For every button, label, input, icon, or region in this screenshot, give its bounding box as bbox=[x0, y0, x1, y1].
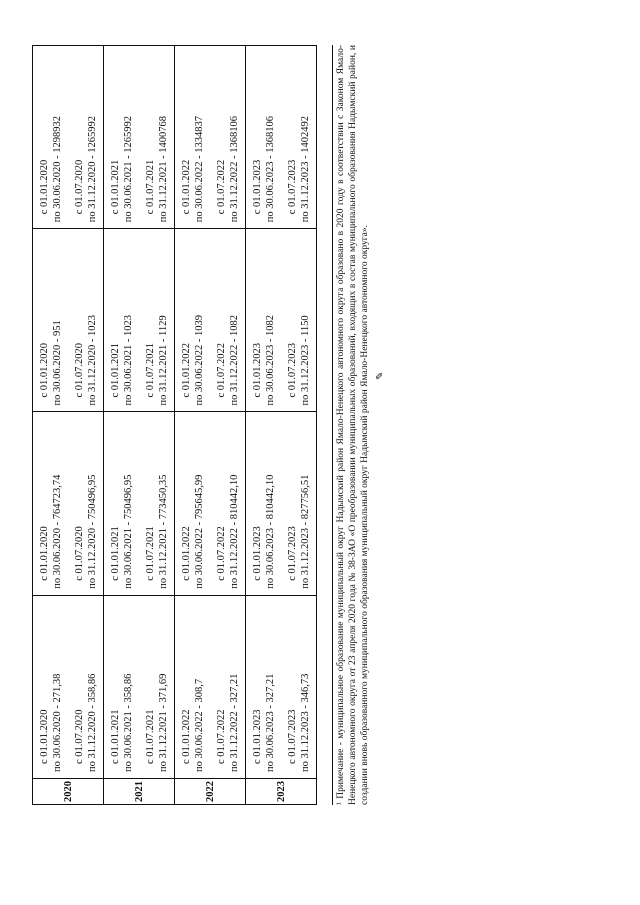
period-end-value: по 30.06.2022 - 1039 bbox=[193, 315, 205, 406]
period-entry bbox=[180, 419, 206, 589]
period-end-value: по 30.06.2021 - 1265992 bbox=[122, 116, 134, 223]
period-entry bbox=[144, 602, 170, 772]
period-end-value: по 31.12.2022 - 327,21 bbox=[228, 673, 240, 772]
tariff-cell bbox=[246, 412, 317, 595]
period-end-value: по 30.06.2020 - 951 bbox=[51, 320, 63, 406]
tariff-cell bbox=[246, 229, 317, 412]
period-start: с 01.01.2023 bbox=[251, 709, 263, 764]
period-entry bbox=[251, 52, 277, 222]
period-start: с 01.07.2023 bbox=[286, 159, 298, 215]
period-end-value: по 31.12.2022 - 1082 bbox=[228, 315, 240, 406]
period-start: с 01.07.2023 bbox=[286, 526, 298, 581]
period-start: с 01.07.2020 bbox=[73, 342, 85, 398]
period-start: с 01.01.2022 bbox=[180, 526, 192, 581]
tariff-table-body bbox=[33, 46, 317, 805]
tariff-cell bbox=[104, 229, 175, 412]
table-row bbox=[104, 46, 175, 805]
tariff-cell bbox=[246, 46, 317, 229]
period-start: с 01.07.2021 bbox=[144, 709, 156, 764]
period-start: с 01.07.2021 bbox=[144, 159, 156, 215]
period-end-value: по 30.06.2021 - 358,86 bbox=[122, 673, 134, 772]
period-entry bbox=[286, 52, 312, 222]
period-end-value: по 30.06.2022 - 795645,99 bbox=[193, 474, 205, 589]
period-entry bbox=[215, 235, 241, 405]
table-row bbox=[246, 46, 317, 805]
period-entry bbox=[144, 235, 170, 405]
period-start: с 01.01.2022 bbox=[180, 159, 192, 215]
period-start: с 01.01.2022 bbox=[180, 709, 192, 764]
period-end-value: по 31.12.2021 - 773450,35 bbox=[157, 474, 169, 589]
period-entry bbox=[38, 235, 64, 405]
period-entry bbox=[109, 52, 135, 222]
period-end-value: по 31.12.2020 - 1265992 bbox=[86, 116, 98, 223]
tariff-cell bbox=[246, 595, 317, 778]
period-start: с 01.01.2023 bbox=[251, 342, 263, 398]
period-entry bbox=[109, 235, 135, 405]
tariff-cell bbox=[175, 46, 246, 229]
period-end-value: по 31.12.2020 - 1023 bbox=[86, 315, 98, 406]
period-start: с 01.01.2020 bbox=[38, 526, 50, 581]
period-start: с 01.07.2021 bbox=[144, 526, 156, 581]
period-entry bbox=[286, 235, 312, 405]
period-end-value: по 30.06.2023 - 1368106 bbox=[264, 116, 276, 223]
period-end-value: по 31.12.2022 - 1368106 bbox=[228, 116, 240, 223]
tariff-cell bbox=[175, 229, 246, 412]
tariff-table bbox=[32, 45, 317, 805]
period-start: с 01.01.2021 bbox=[109, 709, 121, 764]
period-entry bbox=[215, 52, 241, 222]
tariff-cell bbox=[175, 595, 246, 778]
period-entry bbox=[73, 419, 99, 589]
rotated-page bbox=[20, 20, 400, 820]
period-start: с 01.01.2021 bbox=[109, 342, 121, 398]
period-start: с 01.01.2021 bbox=[109, 159, 121, 215]
period-end-value: по 31.12.2021 - 1400768 bbox=[157, 116, 169, 223]
year-cell: 2022 bbox=[175, 779, 246, 805]
period-end-value: по 31.12.2020 - 358,86 bbox=[86, 673, 98, 772]
tariff-cell bbox=[33, 229, 104, 412]
period-end-value: по 30.06.2021 - 1023 bbox=[122, 315, 134, 406]
period-end-value: по 30.06.2023 - 1082 bbox=[264, 315, 276, 406]
period-start: с 01.01.2020 bbox=[38, 709, 50, 764]
footnote: ¹ Примечание - муниципальное образование муниципальный округ Надымский район Ямало-Ненецкого автономного округа образовано в 2020 году в соответствии с Законом Ямало-Ненецкого автономного округа от 23 апреля 2020 года № 38-ЗАО «О преобразовании муниципальных образований, входящих в состав муниципального образования Надымский район, и создании вновь образованного муниципального образования муниципальный округ Надымский район Ямало-Ненецкого автономного округа». bbox=[332, 45, 371, 805]
period-end-value: по 31.12.2023 - 1150 bbox=[299, 315, 311, 406]
period-end-value: по 31.12.2020 - 750496,95 bbox=[86, 474, 98, 589]
period-entry bbox=[144, 419, 170, 589]
tariff-cell bbox=[33, 46, 104, 229]
period-entry bbox=[38, 52, 64, 222]
period-start: с 01.01.2023 bbox=[251, 159, 263, 215]
period-start: с 01.07.2023 bbox=[286, 342, 298, 398]
period-entry bbox=[251, 602, 277, 772]
table-row bbox=[33, 46, 104, 805]
year-cell: 2020 bbox=[33, 779, 104, 805]
period-start: с 01.01.2020 bbox=[38, 342, 50, 398]
pen-mark-icon: ✎ bbox=[375, 371, 386, 380]
period-start: с 01.07.2022 bbox=[215, 342, 227, 398]
period-end-value: по 30.06.2022 - 308,7 bbox=[193, 678, 205, 772]
tariff-cell bbox=[104, 412, 175, 595]
period-end-value: по 30.06.2022 - 1334837 bbox=[193, 116, 205, 223]
period-start: с 01.01.2023 bbox=[251, 526, 263, 581]
period-entry bbox=[180, 235, 206, 405]
table-row bbox=[175, 46, 246, 805]
period-end-value: по 31.12.2021 - 371,69 bbox=[157, 673, 169, 772]
period-start: с 01.07.2022 bbox=[215, 159, 227, 215]
period-end-value: по 31.12.2022 - 810442,10 bbox=[228, 474, 240, 589]
period-entry bbox=[38, 419, 64, 589]
period-end-value: по 31.12.2023 - 1402492 bbox=[299, 116, 311, 223]
tariff-cell bbox=[175, 412, 246, 595]
period-end-value: по 30.06.2023 - 810442,10 bbox=[264, 474, 276, 589]
period-entry bbox=[38, 602, 64, 772]
period-start: с 01.07.2023 bbox=[286, 709, 298, 764]
period-end-value: по 31.12.2023 - 827756,51 bbox=[299, 474, 311, 589]
period-entry bbox=[251, 235, 277, 405]
period-entry bbox=[215, 419, 241, 589]
period-entry bbox=[180, 602, 206, 772]
period-entry bbox=[286, 602, 312, 772]
period-entry bbox=[73, 52, 99, 222]
year-cell: 2021 bbox=[104, 779, 175, 805]
period-start: с 01.07.2021 bbox=[144, 342, 156, 398]
tariff-cell bbox=[33, 412, 104, 595]
period-start: с 01.07.2022 bbox=[215, 709, 227, 764]
period-end-value: по 30.06.2020 - 1298932 bbox=[51, 116, 63, 223]
tariff-cell bbox=[104, 46, 175, 229]
period-end-value: по 30.06.2020 - 764723,74 bbox=[51, 474, 63, 589]
period-entry bbox=[180, 52, 206, 222]
year-cell: 2023 bbox=[246, 779, 317, 805]
period-entry bbox=[73, 235, 99, 405]
period-end-value: по 30.06.2021 - 750496,95 bbox=[122, 474, 134, 589]
period-entry bbox=[109, 602, 135, 772]
period-end-value: по 30.06.2023 - 327,21 bbox=[264, 673, 276, 772]
period-entry bbox=[109, 419, 135, 589]
period-end-value: по 31.12.2021 - 1129 bbox=[157, 315, 169, 406]
period-start: с 01.07.2022 bbox=[215, 526, 227, 581]
period-end-value: по 30.06.2020 - 271,38 bbox=[51, 673, 63, 772]
period-start: с 01.01.2021 bbox=[109, 526, 121, 581]
tariff-cell bbox=[33, 595, 104, 778]
period-end-value: по 31.12.2023 - 346,73 bbox=[299, 673, 311, 772]
period-start: с 01.07.2020 bbox=[73, 159, 85, 215]
period-start: с 01.07.2020 bbox=[73, 526, 85, 581]
period-entry bbox=[73, 602, 99, 772]
period-start: с 01.01.2020 bbox=[38, 159, 50, 215]
period-start: с 01.07.2020 bbox=[73, 709, 85, 764]
period-entry bbox=[251, 419, 277, 589]
period-entry bbox=[144, 52, 170, 222]
period-entry bbox=[286, 419, 312, 589]
period-start: с 01.01.2022 bbox=[180, 342, 192, 398]
tariff-cell bbox=[104, 595, 175, 778]
period-entry bbox=[215, 602, 241, 772]
